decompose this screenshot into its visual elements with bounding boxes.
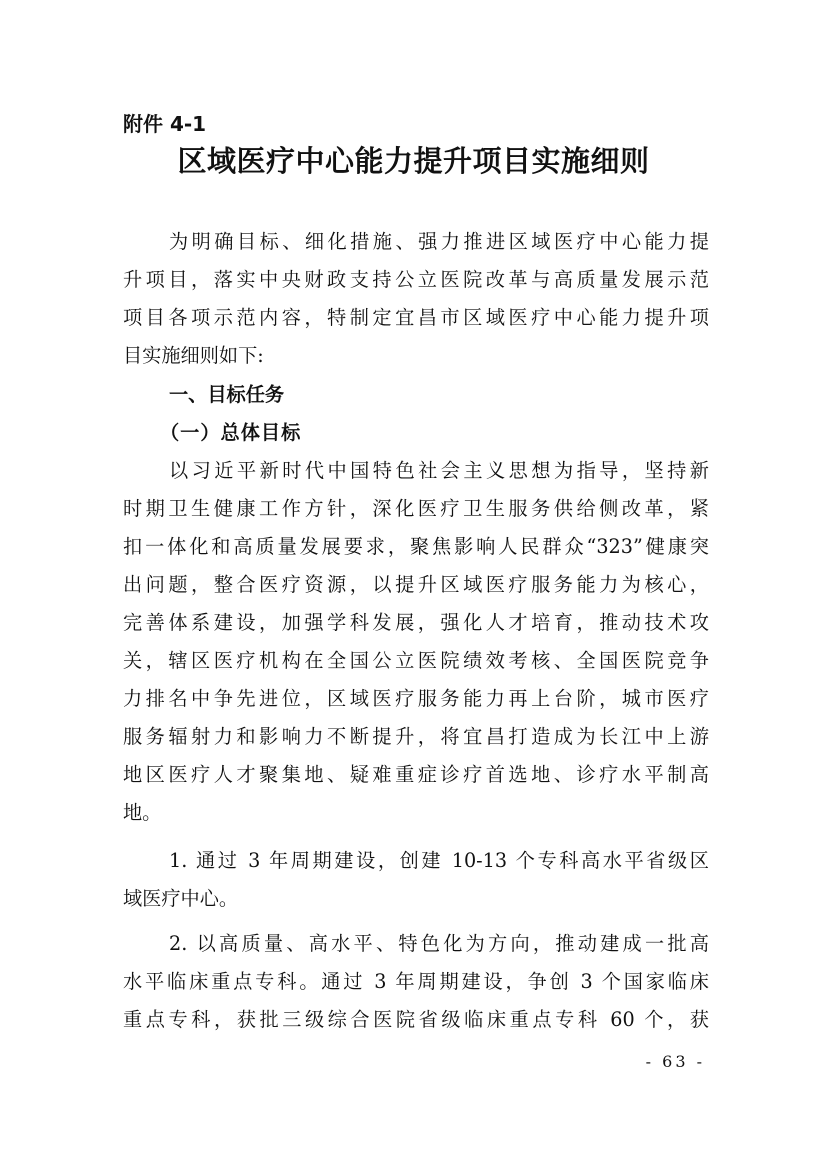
paragraph-line: 为明确目标、细化措施、强力推进区域医疗中心能力提 xyxy=(169,230,709,253)
list-item-line: 水平临床重点专科。通过 3 年周期建设，争创 3 个国家临床 xyxy=(123,970,709,993)
list-item-line: 1. 通过 3 年周期建设，创建 10-13 个专科高水平省级区 xyxy=(169,849,709,872)
paragraph-line: 出问题，整合医疗资源，以提升区域医疗服务能力为核心， xyxy=(123,573,709,596)
subsection-heading: （一）总体目标 xyxy=(160,421,302,444)
list-item-line: 域医疗中心。 xyxy=(123,887,239,910)
paragraph-line: 以习近平新时代中国特色社会主义思想为指导，坚持新 xyxy=(169,459,709,482)
paragraph-line: 服务辐射力和影响力不断提升，将宜昌打造成为长江中上游 xyxy=(123,725,709,748)
paragraph-line: 完善体系建设，加强学科发展，强化人才培育，推动技术攻 xyxy=(123,611,709,634)
paragraph-line: 升项目，落实中央财政支持公立医院改革与高质量发展示范 xyxy=(123,268,709,291)
paragraph-line: 关，辖区医疗机构在全国公立医院绩效考核、全国医院竞争 xyxy=(123,649,709,672)
paragraph-line: 地区医疗人才聚集地、疑难重症诊疗首选地、诊疗水平制高 xyxy=(123,763,709,786)
paragraph-line: 扣一体化和高质量发展要求，聚焦影响人民群众“323”健康突 xyxy=(123,535,709,558)
attachment-label: 附件 4-1 xyxy=(123,112,207,136)
paragraph-line: 力排名中争先进位，区域医疗服务能力再上台阶，城市医疗 xyxy=(123,687,709,710)
page-number: - 63 - xyxy=(645,1052,705,1071)
list-item-line: 重点专科，获批三级综合医院省级临床重点专科 60 个，获 xyxy=(123,1008,709,1031)
paragraph-line: 项目各项示范内容，特制定宜昌市区域医疗中心能力提升项 xyxy=(123,306,709,329)
section-heading: 一、目标任务 xyxy=(169,383,285,406)
paragraph-line: 时期卫生健康工作方针，深化医疗卫生服务供给侧改革，紧 xyxy=(123,497,709,520)
paragraph-line: 目实施细则如下: xyxy=(123,344,264,367)
document-title: 区域医疗中心能力提升项目实施细则 xyxy=(177,144,650,178)
list-item-line: 2. 以高质量、高水平、特色化为方向，推动建成一批高 xyxy=(169,932,709,955)
paragraph-line: 地。 xyxy=(123,801,162,824)
